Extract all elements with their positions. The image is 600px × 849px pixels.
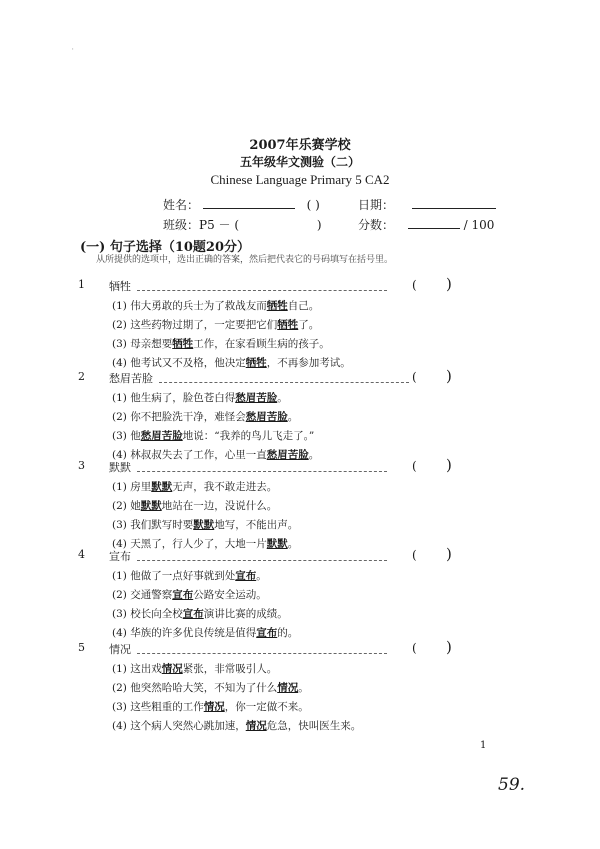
option-keyword: 默默 (151, 481, 173, 493)
answer-paren-close: ) (446, 275, 452, 293)
option-text: (1) 他生病了，脸色苍白得 (112, 392, 236, 404)
option-keyword: 宣布 (256, 627, 278, 639)
option-line (112, 336, 330, 351)
option-text: (3) 我们默写时要 (112, 519, 194, 531)
option-text: 地写，不能出声。 (214, 519, 299, 531)
question-stem (109, 548, 387, 564)
option-keyword: 牺牲 (277, 319, 299, 331)
answer-paren-open[interactable]: ( (412, 641, 417, 655)
option-line (112, 409, 298, 424)
name-blank[interactable] (203, 197, 295, 209)
date-blank[interactable] (412, 197, 496, 209)
option-text: (4) 林叔叔失去了工作，心里一直 (112, 449, 267, 461)
score-field[interactable] (358, 216, 494, 233)
option-text: 地说：“我养的鸟儿飞走了。” (182, 430, 315, 442)
option-line (112, 517, 298, 532)
test-subtitle: Chinese Language Primary 5 CA2 (210, 172, 390, 187)
option-text: (4) 他考试又不及格，他决定 (112, 357, 246, 369)
question-number: 2 (78, 370, 85, 383)
option-text: (1) 这出戏 (112, 663, 162, 675)
answer-paren-open[interactable]: ( (412, 278, 417, 292)
option-text: 工作，在家看顾生病的孩子。 (193, 338, 330, 350)
option-keyword: 情况 (245, 720, 267, 732)
question-stem (109, 370, 409, 386)
question-stem (109, 459, 387, 475)
question-number: 5 (78, 641, 85, 654)
question-word: 默默 (109, 461, 131, 474)
option-line (112, 428, 314, 443)
leader-line (137, 464, 387, 472)
option-text: ，不再参加考试。 (266, 357, 351, 369)
question-word: 愁眉苦脸 (109, 372, 153, 385)
question-stem (109, 278, 387, 294)
option-line (112, 479, 277, 494)
option-text: 了。 (298, 319, 320, 331)
option-keyword: 默默 (140, 500, 162, 512)
class-number-paren: ( ) (306, 198, 320, 212)
name-label: 姓名： (163, 198, 200, 212)
option-text: (3) 母亲想要 (112, 338, 173, 350)
section-heading: (一) 句子选择（10题20分） (80, 240, 251, 255)
option-text: (3) 这些粗重的工作 (112, 701, 204, 713)
option-text: 公路安全运动。 (193, 589, 267, 601)
question-word: 情况 (109, 643, 131, 656)
option-line (112, 680, 309, 695)
option-text: (4) 华族的许多优良传统是值得 (112, 627, 257, 639)
date-label: 日期： (358, 198, 395, 212)
option-text: 自己。 (287, 300, 320, 312)
option-text: 紧张，非常吸引人。 (182, 663, 278, 675)
option-text: 。 (308, 449, 320, 461)
score-label: 分数： (358, 218, 395, 232)
option-text: (2) 这些药物过期了，一定要把它们 (112, 319, 278, 331)
option-text: (2) 她 (112, 500, 141, 512)
option-text: 。 (287, 411, 299, 423)
question-number: 3 (78, 459, 85, 472)
option-text: 地站在一边，没说什么。 (161, 500, 278, 512)
option-text: (2) 他突然哈哈大笑，不知为了什么 (112, 682, 278, 694)
option-keyword: 牺牲 (266, 300, 288, 312)
option-keyword: 宣布 (182, 608, 204, 620)
leader-line (137, 283, 387, 291)
class-close-paren: ) (316, 218, 322, 232)
test-title: 五年级华文测验（二） (239, 155, 360, 169)
option-text: 演讲比赛的成绩。 (203, 608, 288, 620)
option-keyword: 宣布 (172, 589, 194, 601)
answer-paren-close: ) (446, 367, 452, 385)
option-text: 危急，快叫医生来。 (266, 720, 362, 732)
school-title: 2007年乐赛学校 (249, 138, 351, 153)
option-text: 。 (256, 570, 267, 582)
option-text: (1) 房里 (112, 481, 152, 493)
answer-paren-close: ) (446, 456, 452, 474)
leader-line (137, 646, 387, 654)
option-keyword: 情况 (161, 663, 183, 675)
option-keyword: 牺牲 (172, 338, 194, 350)
answer-paren-open[interactable]: ( (412, 459, 417, 473)
option-keyword: 默默 (266, 538, 288, 550)
option-text: (2) 你不把脸洗干净，难怪会 (112, 411, 246, 423)
option-keyword: 默默 (193, 519, 215, 531)
question-word: 牺牲 (109, 280, 131, 293)
option-text: (2) 交通警察 (112, 589, 173, 601)
option-keyword: 愁眉苦脸 (245, 411, 288, 423)
option-line (112, 699, 309, 714)
score-blank[interactable] (408, 217, 460, 229)
class-field[interactable] (163, 216, 322, 233)
option-line (112, 317, 319, 332)
option-text: (3) 他 (112, 430, 141, 442)
option-text: (4) 天黑了，行人少了，大地一片 (112, 538, 267, 550)
answer-paren-close: ) (446, 545, 452, 563)
option-text: 。 (277, 392, 288, 404)
leader-line (159, 375, 409, 383)
option-line (112, 498, 277, 513)
option-line (112, 606, 288, 621)
leader-line (137, 553, 387, 561)
answer-paren-open[interactable]: ( (412, 370, 417, 384)
option-text: (4) 这个病人突然心跳加速， (112, 720, 246, 732)
page-number: 1 (480, 740, 487, 751)
question-word: 宣布 (109, 550, 131, 563)
option-keyword: 牺牲 (245, 357, 267, 369)
option-text: 的。 (277, 627, 299, 639)
question-stem (109, 641, 387, 657)
option-text: (1) 他做了一点好事就到处 (112, 570, 236, 582)
option-keyword: 愁眉苦脸 (235, 392, 278, 404)
option-line (112, 355, 351, 370)
section-instruction: 从所提供的选项中，选出正确的答案，然后把代表它的号码填写在括号里。 (96, 255, 394, 265)
option-text: 。 (287, 538, 299, 550)
option-line (112, 390, 288, 405)
answer-paren-close: ) (446, 638, 452, 656)
handwritten-mark: 59. (498, 775, 526, 795)
option-keyword: 宣布 (235, 570, 257, 582)
answer-paren-open[interactable]: ( (412, 548, 417, 562)
date-field[interactable] (358, 196, 496, 213)
question-number: 1 (78, 278, 85, 291)
option-keyword: 愁眉苦脸 (266, 449, 309, 461)
option-text: 。 (298, 682, 309, 694)
option-keyword: 情况 (277, 682, 299, 694)
question-number: 4 (78, 548, 85, 561)
option-text: (3) 校长向全校 (112, 608, 183, 620)
class-label: 班级：P5 － ( (163, 218, 240, 232)
score-total: / 100 (463, 218, 495, 232)
option-line (112, 587, 267, 602)
scan-mark: ' (72, 48, 74, 55)
option-line (112, 718, 361, 733)
option-text: ，你一定做不来。 (224, 701, 309, 713)
name-field[interactable] (163, 196, 320, 213)
option-keyword: 情况 (203, 701, 225, 713)
option-text: 无声，我不敢走进去。 (172, 481, 278, 493)
option-line (112, 625, 298, 640)
option-line (112, 661, 277, 676)
option-keyword: 愁眉苦脸 (140, 430, 183, 442)
option-text: (1) 伟大勇敢的兵士为了救战友而 (112, 300, 267, 312)
option-line (112, 298, 319, 313)
option-line (112, 568, 267, 583)
